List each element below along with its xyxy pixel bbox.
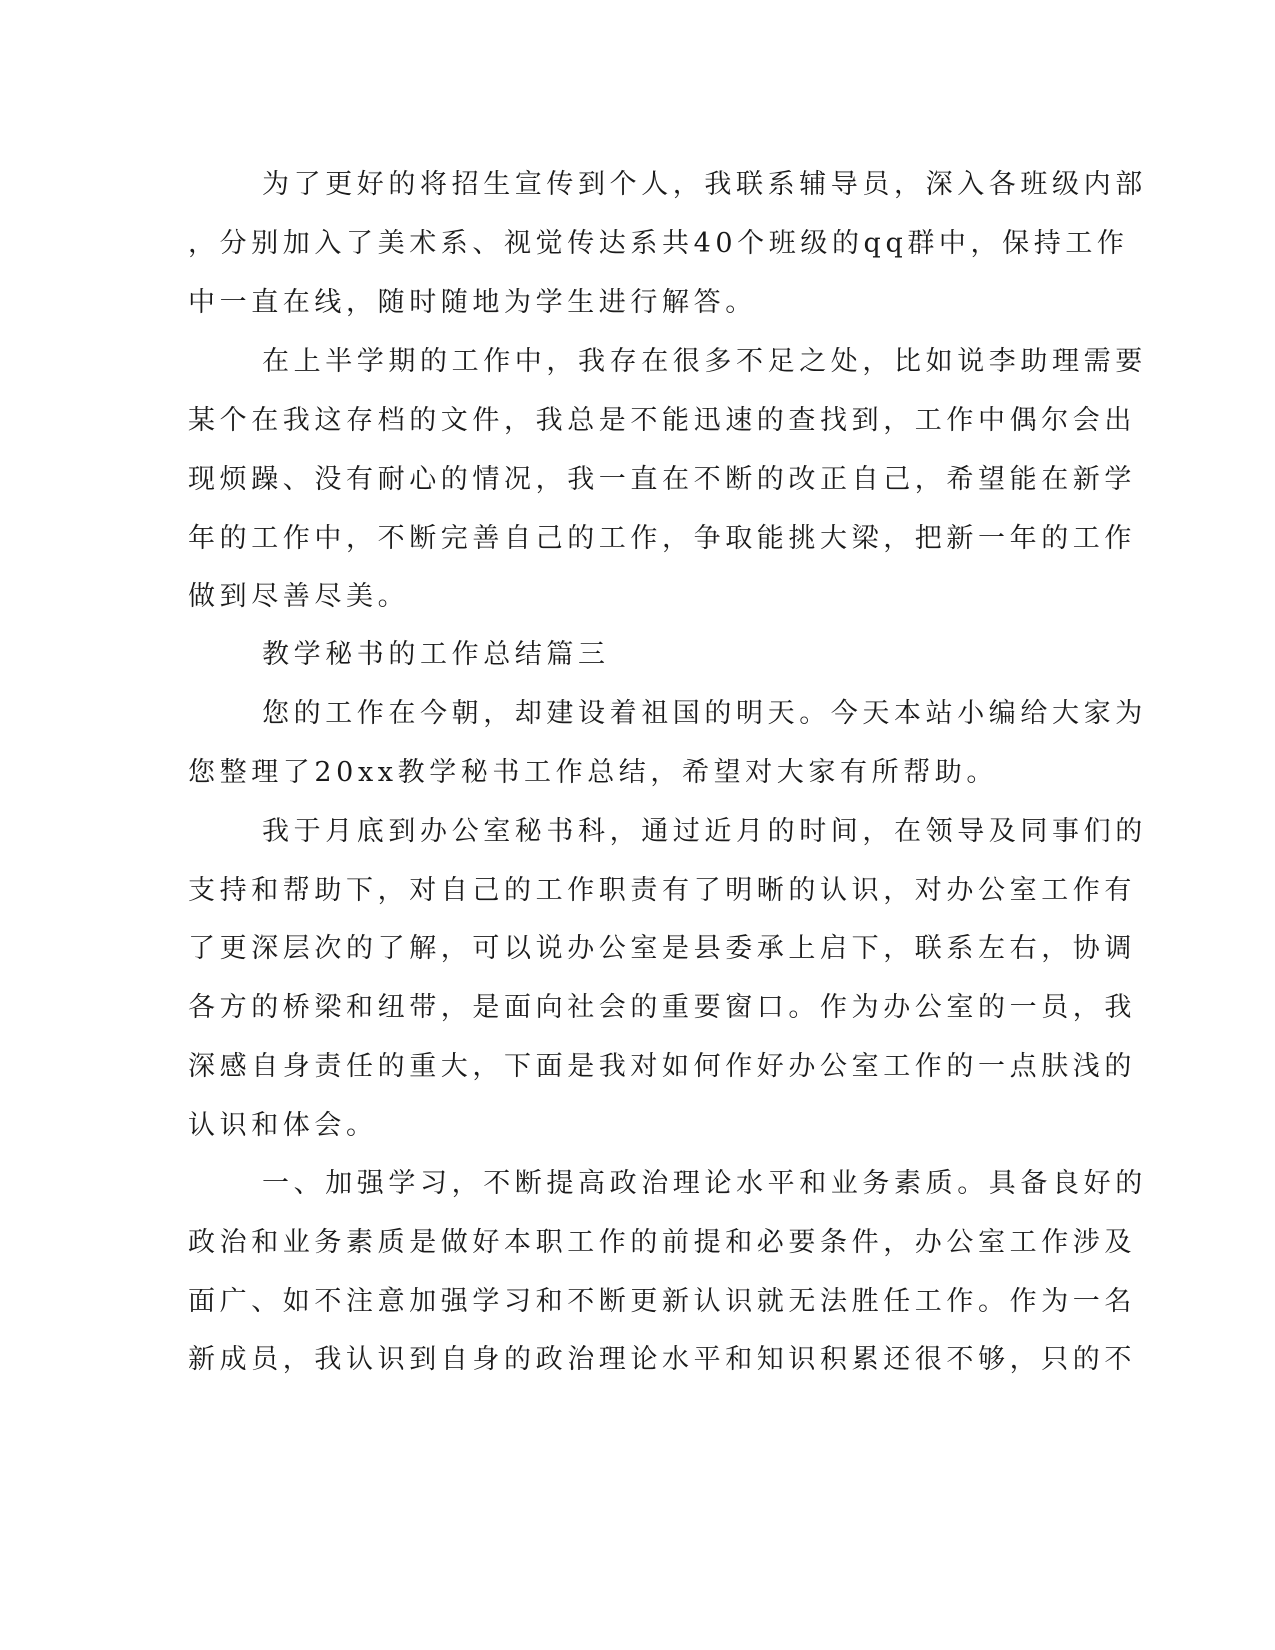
text-line-3: 中一直在线，随时随地为学生进行解答。 bbox=[188, 287, 757, 318]
text-line-18: 一、加强学习，不断提高政治理论水平和业务素质。具备良好的 bbox=[262, 1168, 1147, 1199]
text-line-6: 现烦躁、没有耐心的情况，我一直在不断的改正自己，希望能在新学 bbox=[188, 464, 1136, 495]
text-line-14: 了更深层次的了解，可以说办公室是县委承上启下，联系左右，协调 bbox=[188, 933, 1136, 964]
text-line-19: 政治和业务素质是做好本职工作的前提和必要条件，办公室工作涉及 bbox=[188, 1227, 1136, 1258]
text-line-8: 做到尽善尽美。 bbox=[188, 581, 410, 612]
text-line-1: 为了更好的将招生宣传到个人，我联系辅导员，深入各班级内部 bbox=[262, 169, 1147, 200]
text-line-15: 各方的桥梁和纽带，是面向社会的重要窗口。作为办公室的一员，我 bbox=[188, 992, 1136, 1023]
text-line-17: 认识和体会。 bbox=[188, 1110, 378, 1141]
text-line-2: ，分别加入了美术系、视觉传达系共40个班级的qq群中，保持工作 bbox=[188, 228, 1129, 259]
text-line-20: 面广、如不注意加强学习和不断更新认识就无法胜任工作。作为一名 bbox=[188, 1286, 1136, 1317]
text-line-4: 在上半学期的工作中，我存在很多不足之处，比如说李助理需要 bbox=[262, 346, 1147, 377]
text-line-16: 深感自身责任的重大，下面是我对如何作好办公室工作的一点肤浅的 bbox=[188, 1051, 1136, 1082]
text-line-5: 某个在我这存档的文件，我总是不能迅速的查找到，工作中偶尔会出 bbox=[188, 405, 1136, 436]
text-line-12: 我于月底到办公室秘书科，通过近月的时间，在领导及同事们的 bbox=[262, 816, 1147, 847]
text-line-21: 新成员，我认识到自身的政治理论水平和知识积累还很不够，只的不 bbox=[188, 1344, 1136, 1375]
text-line-11: 您整理了20xx教学秘书工作总结，希望对大家有所帮助。 bbox=[188, 757, 999, 788]
text-line-13: 支持和帮助下，对自己的工作职责有了明晰的认识，对办公室工作有 bbox=[188, 875, 1136, 906]
text-line-7: 年的工作中，不断完善自己的工作，争取能挑大梁，把新一年的工作 bbox=[188, 523, 1136, 554]
section-heading: 教学秘书的工作总结篇三 bbox=[262, 639, 610, 670]
text-line-10: 您的工作在今朝，却建设着祖国的明天。今天本站小编给大家为 bbox=[262, 698, 1147, 729]
